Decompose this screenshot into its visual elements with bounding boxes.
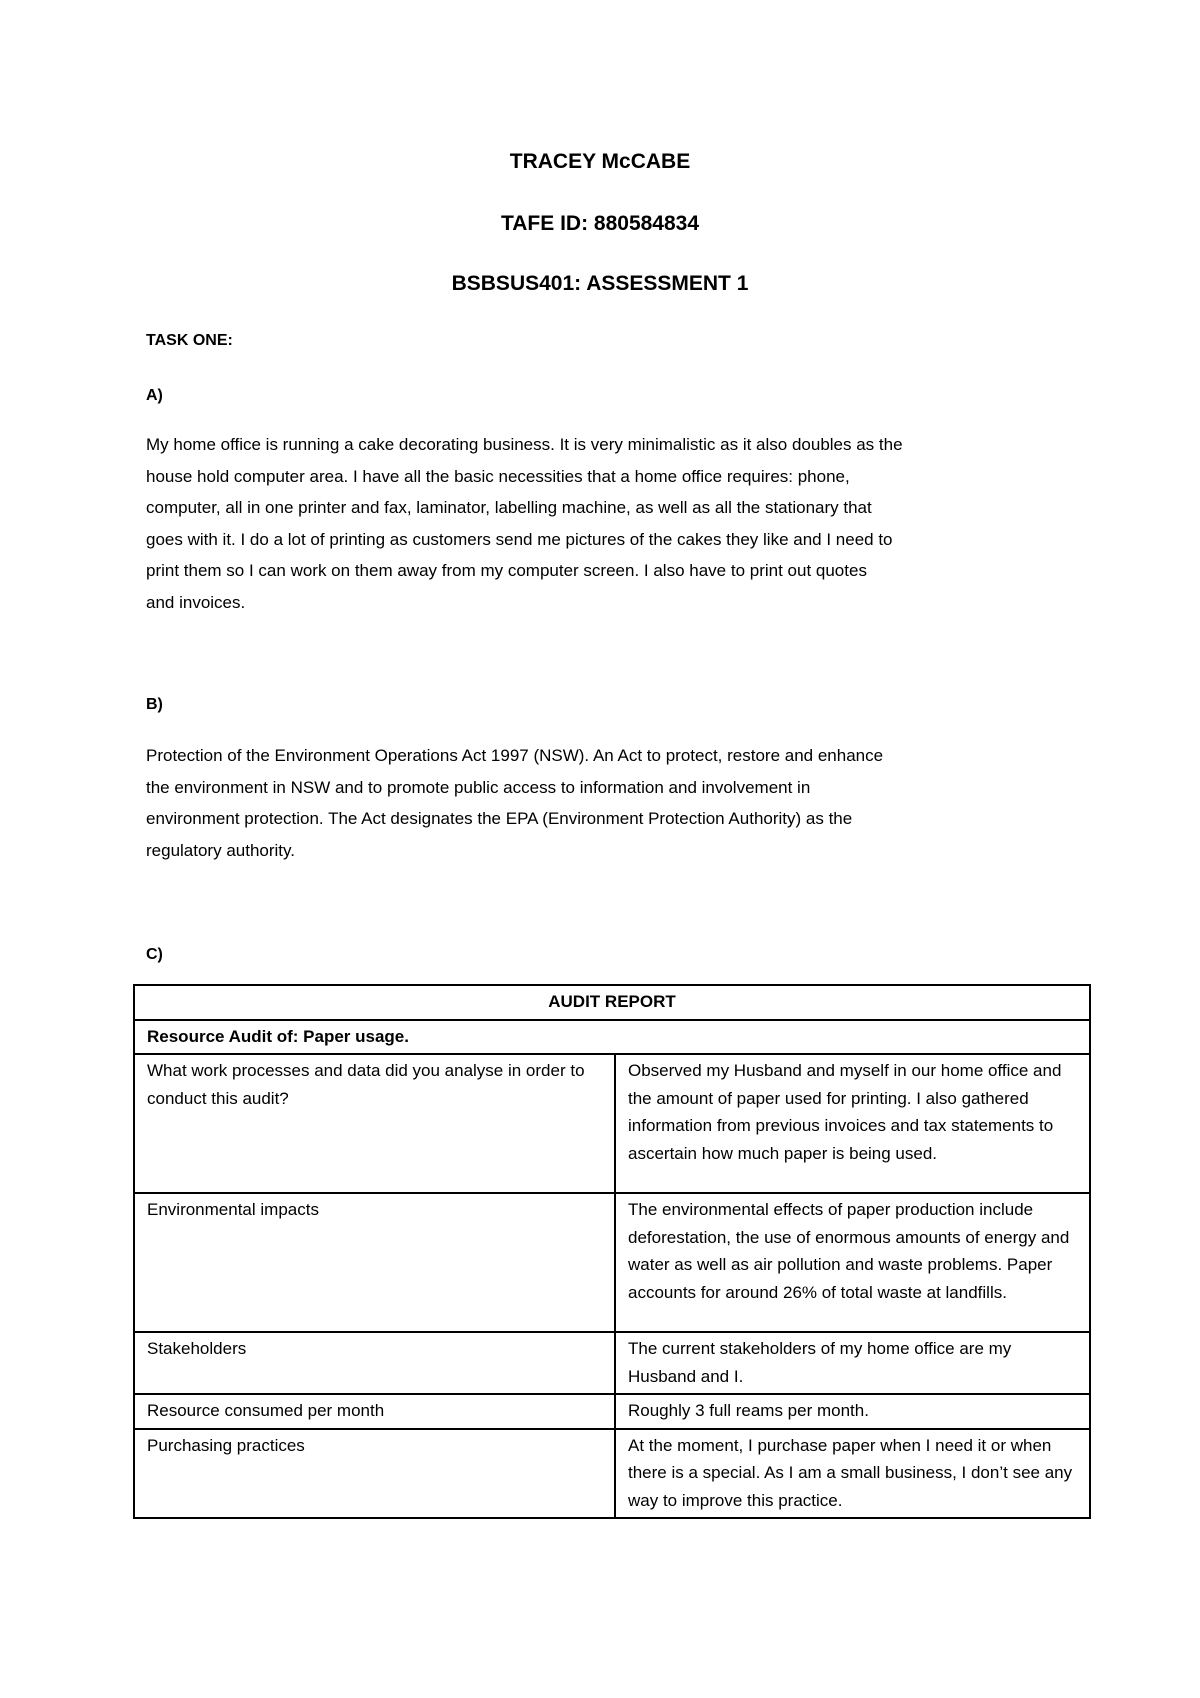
para-line: the environment in NSW and to promote public access to information and involvement in: [146, 777, 811, 797]
para-line: computer, all in one printer and fax, laminator, labelling machine, as well as all the stationary that: [146, 498, 872, 518]
para-line: house hold computer area. I have all the basic necessities that a home office requires: phone,: [146, 466, 850, 486]
table-row: [134, 1054, 1090, 1193]
audit-report-table: [133, 984, 1091, 1519]
row-value: Roughly 3 full reams per month.: [615, 1394, 1090, 1429]
para-line: My home office is running a cake decorating business. It is very minimalistic as it also doubles as the: [146, 435, 903, 454]
student-name: TRACEY McCABE: [509, 150, 691, 173]
table-row: [134, 1332, 1090, 1394]
para-line: goes with it. I do a lot of printing as customers send me pictures of the cakes they like and I need to: [146, 529, 893, 549]
assessment-title: BSBSUS401: ASSESSMENT 1: [451, 272, 749, 295]
section-c-label: C): [146, 946, 163, 963]
row-label: Stakeholders: [134, 1332, 615, 1394]
section-a-label: A): [146, 387, 163, 404]
para-line: environment protection. The Act designates the EPA (Environment Protection Authority) as the: [146, 809, 853, 829]
para-line: Protection of the Environment Operations Act 1997 (NSW). An Act to protect, restore and enhance: [146, 746, 884, 765]
table-row: [134, 1429, 1090, 1519]
para-line: regulatory authority.: [146, 840, 295, 860]
row-label: Environmental impacts: [134, 1193, 615, 1332]
section-b-paragraph: [146, 740, 1086, 866]
para-line: print them so I can work on them away from my computer screen. I also have to print out quotes: [146, 561, 867, 581]
table-title: AUDIT REPORT: [134, 985, 1090, 1020]
row-value: At the moment, I purchase paper when I need it or when there is a special. As I am a small business, I don’t see any way to improve this practice.: [615, 1429, 1090, 1519]
row-label: Resource consumed per month: [134, 1394, 615, 1429]
row-value: Observed my Husband and myself in our home office and the amount of paper used for printing. I also gathered information from previous invoices and tax statements to ascertain how much paper is being used.: [615, 1054, 1090, 1193]
task-heading: TASK ONE:: [146, 332, 233, 349]
row-label: What work processes and data did you analyse in order to conduct this audit?: [134, 1054, 615, 1193]
tafe-id: TAFE ID: 880584834: [500, 212, 700, 235]
row-value: The environmental effects of paper production include deforestation, the use of enormous amounts of energy and water as well as air pollution and waste problems. Paper accounts for around 26% of total waste at landfills.: [615, 1193, 1090, 1332]
para-line: and invoices.: [146, 592, 246, 612]
section-a-paragraph: [146, 429, 1086, 619]
table-header-row: [134, 985, 1090, 1020]
row-value: The current stakeholders of my home office are my Husband and I.: [615, 1332, 1090, 1394]
table-subtitle-row: [134, 1020, 1090, 1055]
table-row: [134, 1394, 1090, 1429]
table-subtitle: Resource Audit of: Paper usage.: [134, 1020, 1090, 1055]
row-label: Purchasing practices: [134, 1429, 615, 1519]
table-row: [134, 1193, 1090, 1332]
section-b-label: B): [146, 696, 163, 713]
